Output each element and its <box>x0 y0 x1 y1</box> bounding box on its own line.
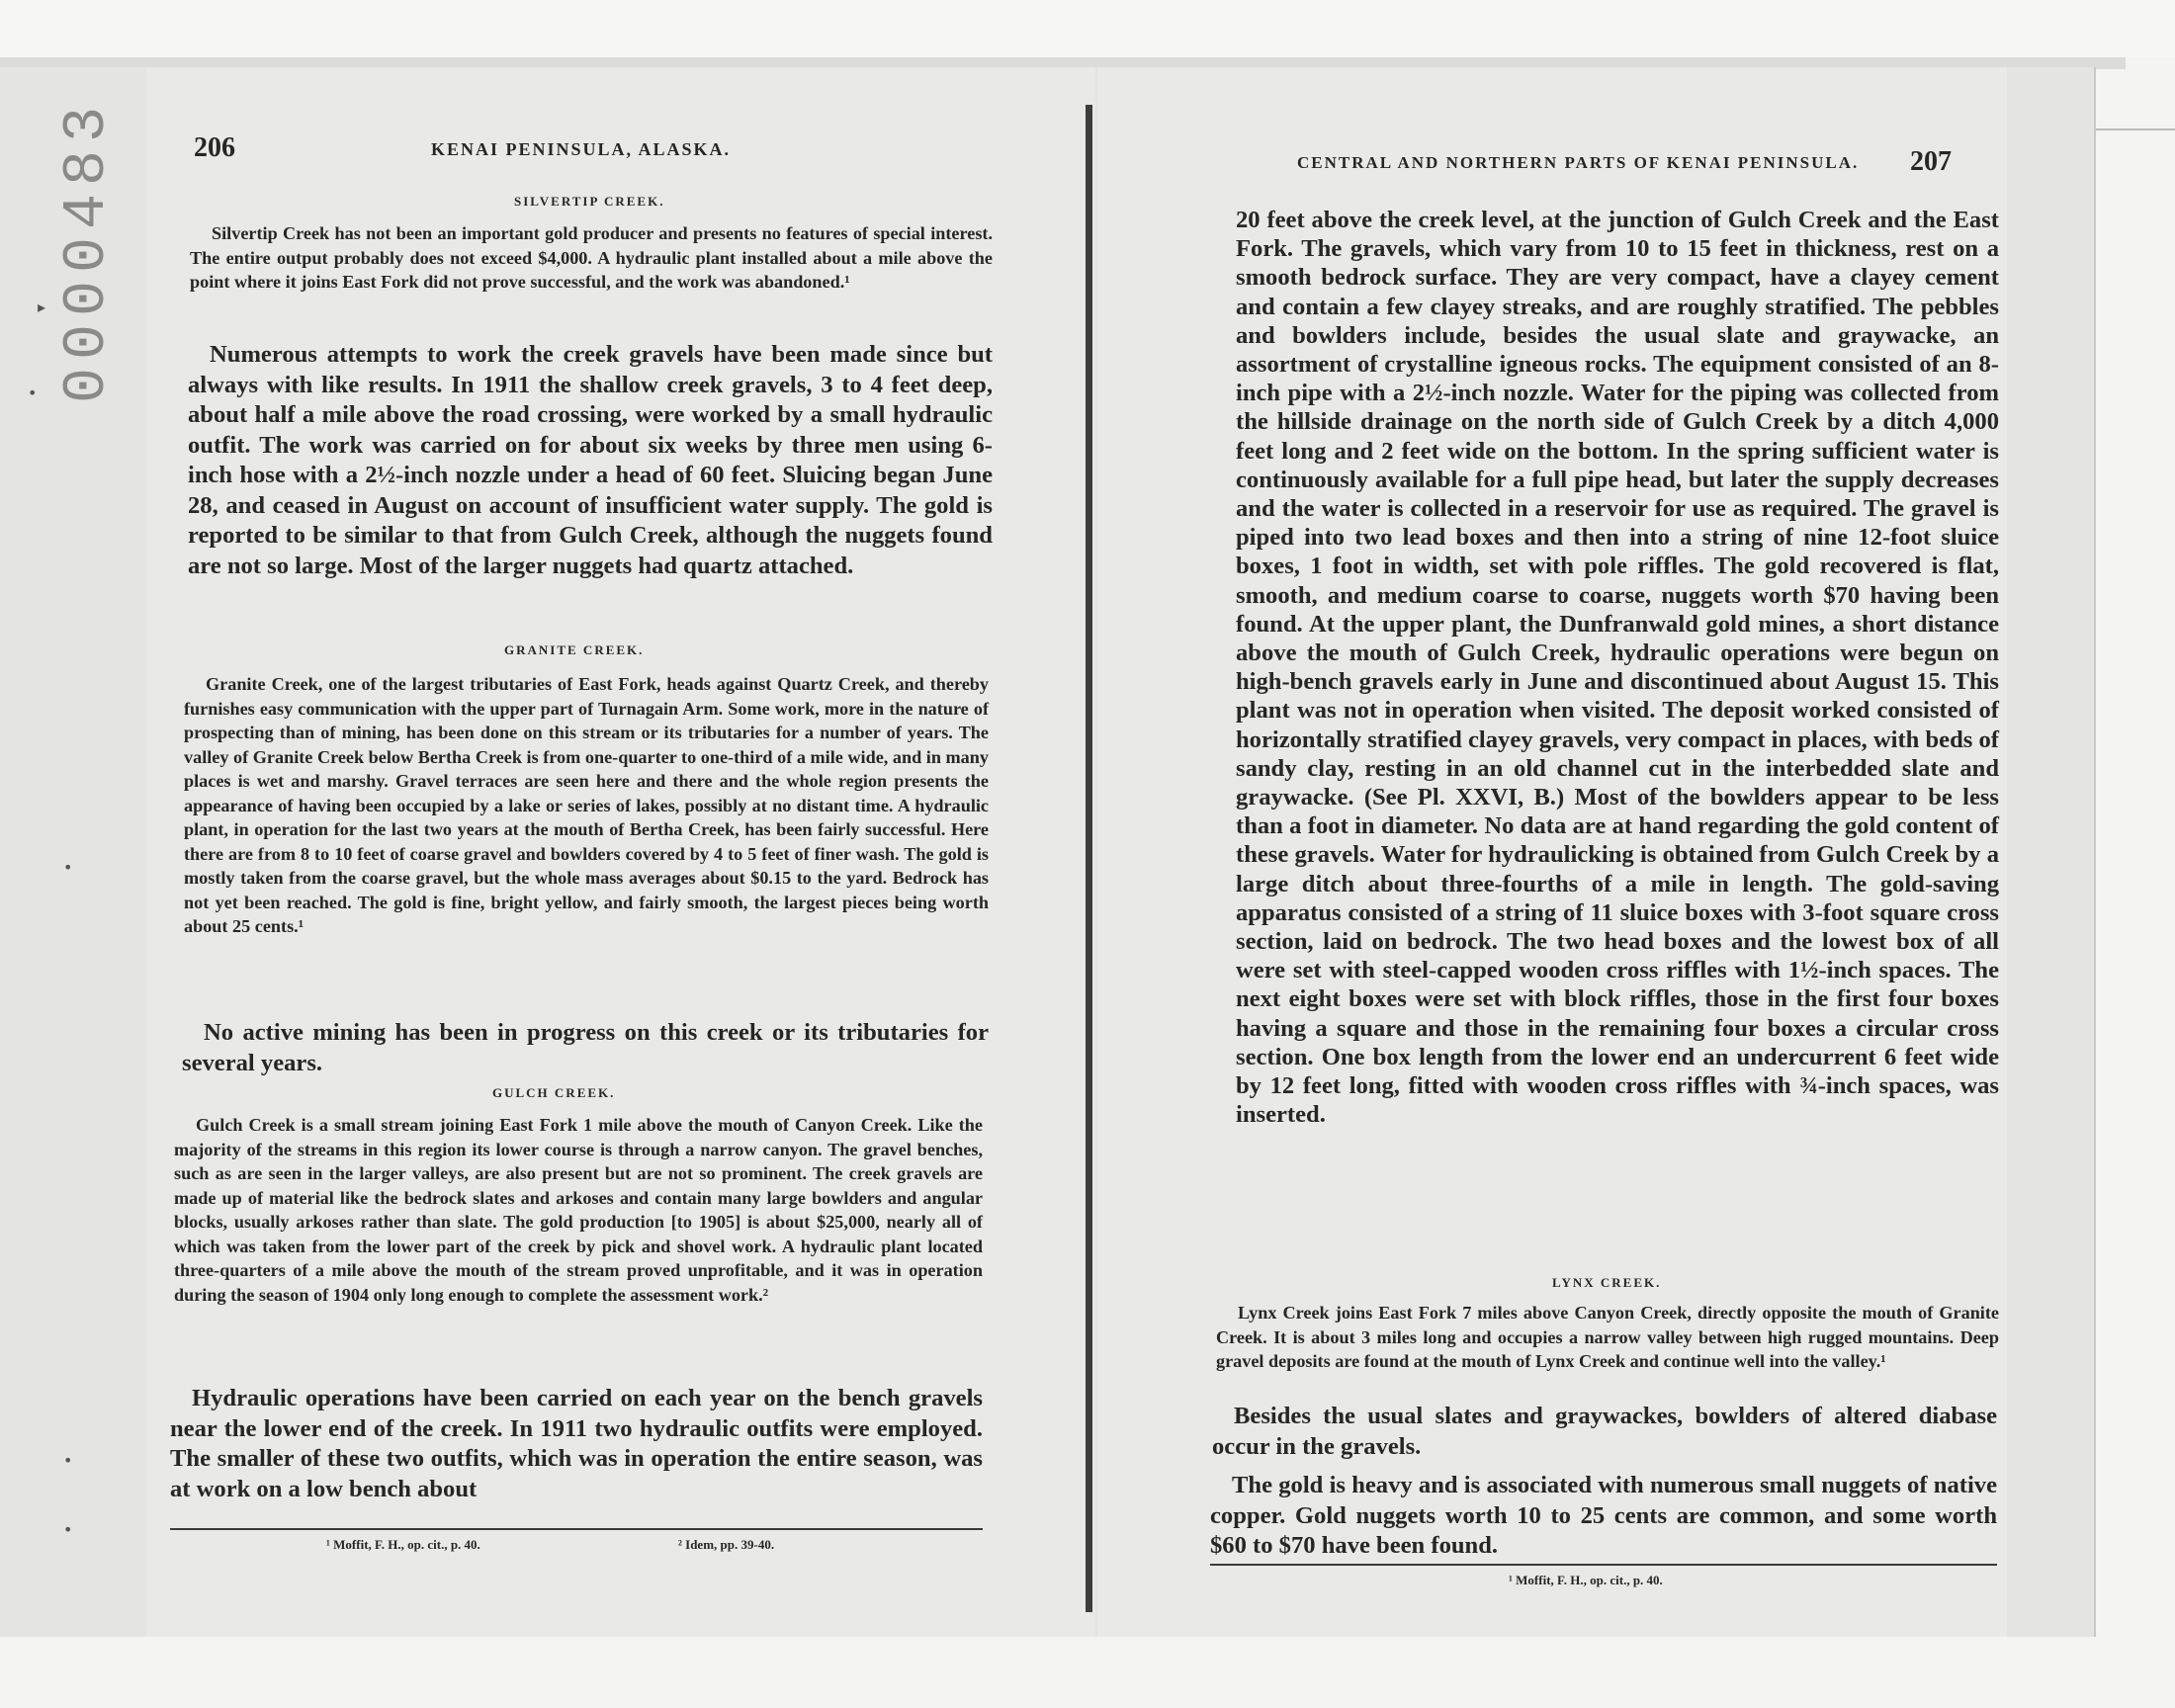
page-number: 207 <box>1910 146 1952 177</box>
section-heading: LYNX CREEK. <box>1552 1275 1662 1290</box>
section-heading: GRANITE CREEK. <box>504 642 645 657</box>
margin-mark: • <box>63 1520 73 1539</box>
paragraph: 20 feet above the creek level, at the junction of Gulch Creek and the East Fork. The gravels, which vary from 10 to 15 feet in thickness, rest on a smooth bedrock surface. They are very compact, have a clayey cement and contain a few clayey streaks, and are roughly stratified. The pebbles and bowlders include, besides the usual slate and graywacke, an assortment of crystalline igneous rocks. The equipment consisted of an 8-inch pipe with a 2½-inch nozzle. Water for the piping was collected from the hillside drainage on the north side of Gulch Creek by a ditch 4,000 feet long and 2 feet wide on the bottom. In the spring sufficient water is continuously available for a full pipe head, but later the supply decreases and the water is collected in a reservoir for use as required. The gravel is piped into two lead boxes and then into a string of nine 12-foot sluice boxes, 1 foot in width, set with pole riffles. The gold recovered is flat, smooth, and medium coarse to coarse, nuggets worth $70 having been found. At the upper plant, the Dunfranwald gold mines, a short distance above the mouth of Gulch Creek, hydraulic operations were begun on high-bench gravels early in June and discontinued about August 15. This plant was not in operation when visited. The deposit worked consisted of horizontally stratified clayey gravels, very compact in places, with beds of sandy clay, resting in an old channel cut in the interbedded slate and graywacke. (See Pl. XXVI, B.) Most of the bowlders appear to be less than a foot in diameter. No data are at hand regarding the gold content of these gravels. Water for hydraulicking is obtained from Gulch Creek by a large ditch about three-fourths of a mile in length. The gold-saving apparatus consisted of a string of 11 sluice boxes with 3-foot square cross section, laid on bedrock. The two head boxes and the lowest box of all were set with steel-capped wooden cross riffles with 1½-inch spaces. The next eight boxes were set with block riffles, those in the first four boxes having a square and those in the remaining four boxes a circular cross section. One box length from the lower end an undercurrent 6 feet wide by 12 feet long, fitted with wooden cross riffles with ¾-inch spaces, was inserted. <box>1236 207 1999 1129</box>
footnote: ¹ Moffit, F. H., op. cit., p. 40. <box>1509 1573 1663 1587</box>
footnote-rule <box>1210 1564 1997 1566</box>
page-number: 206 <box>194 132 235 163</box>
paragraph: Lynx Creek joins East Fork 7 miles above Canyon Creek, directly opposite the mouth of Granite Creek. It is about 3 miles long and occupies a narrow valley between high rugged mountains. Deep gravel deposits are found at the mouth of Lynx Creek and continue well into the valley.¹ <box>1216 1303 1999 1371</box>
top-margin <box>0 0 2175 57</box>
edge-line <box>2094 128 2175 130</box>
binding-gutter <box>1086 105 1092 1612</box>
section-heading: GULCH CREEK. <box>492 1085 616 1100</box>
paragraph: Silvertip Creek has not been an important gold producer and presents no features of special interest. The entire output probably does not exceed $4,000. A hydraulic plant installed about a mile above the point where it joins East Fork did not prove successful, and the work was abandoned.¹ <box>190 223 993 292</box>
paragraph: The gold is heavy and is associated with numerous small nuggets of native copper. Gold nuggets worth 10 to 25 cents are common, and some worth $60 to $70 have been found. <box>1210 1472 1997 1559</box>
margin-mark: • <box>63 1451 73 1470</box>
margin-mark: • <box>28 384 38 402</box>
paragraph: Numerous attempts to work the creek gravels have been made since but always with like results. In 1911 the shallow creek gravels, 3 to 4 feet deep, about half a mile above the road crossing, were worked by a small hydraulic outfit. The work was carried on for about six weeks by three men using 6-inch hose with a 2½-inch nozzle under a head of 60 feet. Sluicing began June 28, and ceased in August on account of insufficient water supply. The gold is reported to be similar to that from Gulch Creek, although the nuggets found are not so large. Most of the larger nuggets had quartz attached. <box>188 341 993 579</box>
paragraph: Hydraulic operations have been carried on each year on the bench gravels near the lower end of the creek. In 1911 two hydraulic outfits were employed. The smaller of these two outfits, which was in operation the entire season, was at work on a low bench about <box>170 1385 983 1502</box>
running-head: KENAI PENINSULA, ALASKA. <box>431 139 732 159</box>
left-page <box>146 67 1095 1637</box>
paragraph: No active mining has been in progress on this creek or its tributaries for several years. <box>182 1019 989 1076</box>
footnote-rule <box>170 1528 983 1530</box>
running-head: CENTRAL AND NORTHERN PARTS OF KENAI PENINSULA. <box>1297 153 1860 172</box>
serial-number: 0000483 <box>54 98 122 403</box>
paragraph: Granite Creek, one of the largest tributaries of East Fork, heads against Quartz Creek, and thereby furnishes easy communication with the upper part of Turnagain Arm. Some work, more in the nature of prospecting than of mining, has been done on this stream or its tributaries for a number of years. The valley of Granite Creek below Bertha Creek is from one-quarter to one-third of a mile wide, and in many places is wet and marshy. Gravel terraces are seen here and there and the whole region presents the appearance of having been occupied by a lake or series of lakes, possibly at no distant time. A hydraulic plant, in operation for the last two years at the mouth of Bertha Creek, has been fairly successful. Here there are from 8 to 10 feet of coarse gravel and bowlders covered by 4 to 5 feet of finer wash. The gold is mostly taken from the coarse gravel, but the whole mass averages about $0.15 to the yard. Bedrock has not yet been reached. The gold is fine, bright yellow, and fairly smooth, the largest pieces being worth about 25 cents.¹ <box>184 674 989 936</box>
margin-mark: ▸ <box>38 298 46 316</box>
footnote: ¹ Moffit, F. H., op. cit., p. 40. <box>326 1537 480 1552</box>
paragraph: Gulch Creek is a small stream joining East Fork 1 mile above the mouth of Canyon Creek. Like the majority of the streams in this region its lower course is through a narrow canyon. The gravel benches, such as are seen in the larger valleys, are also present but are not so prominent. The creek gravels are made up of material like the bedrock slates and arkoses and contain many large bowlders and angular blocks, usually arkoses rather than slate. The gold production [to 1905] is about $25,000, nearly all of which was taken from the lower part of the creek by pick and shovel work. A hydraulic plant located three-quarters of a mile above the mouth of the stream proved unprofitable, and it was in operation during the season of 1904 only long enough to complete the assessment work.² <box>174 1115 983 1305</box>
paragraph: Besides the usual slates and graywackes, bowlders of altered diabase occur in the gravels. <box>1212 1403 1997 1460</box>
right-page <box>1097 67 2007 1637</box>
scanned-spread <box>0 67 2096 1637</box>
section-heading: SILVERTIP CREEK. <box>514 194 665 209</box>
margin-mark: • <box>63 858 73 877</box>
footnote: ² Idem, pp. 39-40. <box>678 1537 775 1552</box>
